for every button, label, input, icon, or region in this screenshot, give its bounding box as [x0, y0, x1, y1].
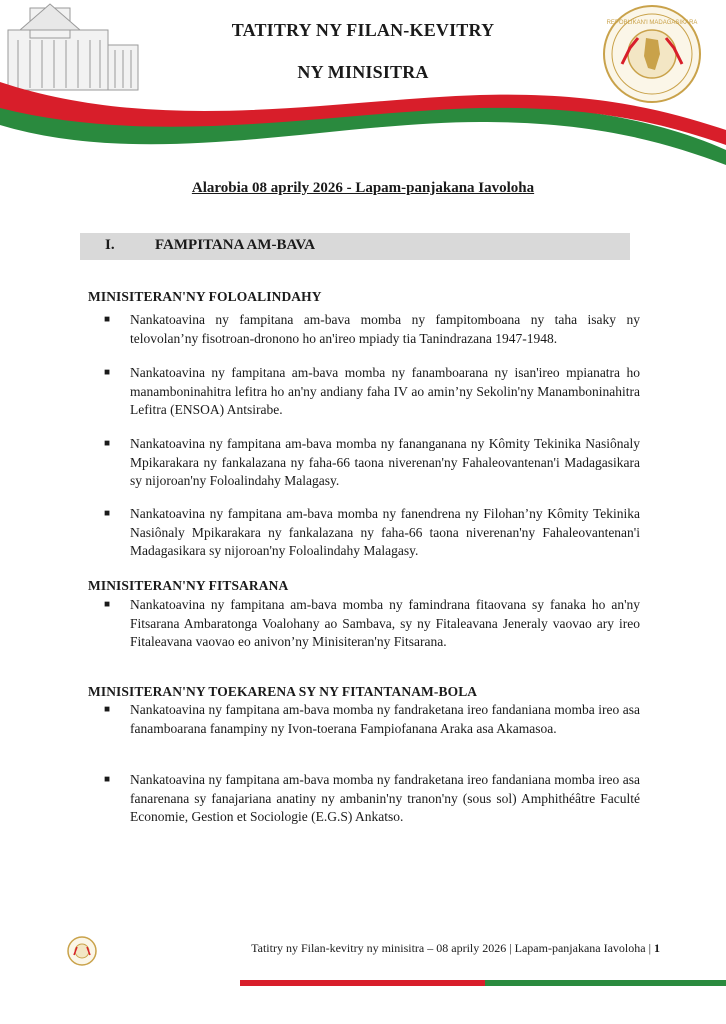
section-number: I. [105, 237, 115, 253]
header-title-line-1: TATITRY NY FILAN-KEVITRY [231, 20, 495, 40]
footer-text: Tatitry ny Filan-kevitry ny minisitra – 08 aprily 2026 | Lapam-panjakana Iavoloha | [251, 941, 651, 955]
bullet-icon: ■ [104, 367, 111, 378]
ministry-heading: MINISITERAN'NY TOEKARENA SY NY FITANTANAM-BOLA [88, 684, 478, 699]
list-item [88, 505, 640, 561]
footer-emblem-icon [66, 935, 98, 967]
list-item-text: Nankatoavina ny fampitana am-bava momba ny fanamboarana ny isan'ireo mpianatra ho manamboninahitra lefitra ho an'ny andiany faha IV ao amin’ny Sekolin'ny Manamboninahitra Lefitra (ENSOA) Antsirabe. [130, 365, 640, 417]
list-item-text: Nankatoavina ny fampitana am-bava momba ny fampitomboana ny taha isaky ny telovolan’ny fisotroan-dronono ho an'ireo mpiady tia Tanindrazana 1947-1948. [130, 312, 640, 346]
bullet-icon: ■ [104, 774, 111, 785]
ministry-heading: MINISITERAN'NY FITSARANA [88, 578, 289, 593]
emblem-text: REPOBLIKAN'I MADAGASIKARA [606, 20, 698, 26]
list-item [88, 364, 640, 420]
bullet-icon: ■ [104, 508, 111, 519]
bullet-icon: ■ [104, 314, 111, 325]
meeting-date-location: Alarobia 08 aprily 2026 - Lapam-panjakana Iavoloha [191, 180, 535, 196]
bullet-icon: ■ [104, 599, 111, 610]
footer-color-bar [0, 978, 726, 988]
list-item [88, 701, 640, 738]
list-item [88, 596, 640, 652]
list-item [88, 435, 640, 491]
bullet-icon: ■ [104, 704, 111, 715]
list-item-text: Nankatoavina ny fampitana am-bava momba ny fandraketana ireo fandaniana momba ireo asa fanamboarana fanampiny ny Ivon-toerana Fampiofanana Araka asa Akamasoa. [130, 702, 640, 736]
page-number: 1 [654, 941, 660, 955]
ministry-heading: MINISITERAN'NY FOLOALINDAHY [88, 289, 322, 304]
page-header [0, 0, 726, 175]
list-item-text: Nankatoavina ny fampitana am-bava momba ny fandraketana ireo fandaniana momba ireo asa fanarenana sy fanajariana anatiny ny ambanin'ny tranon'ny (sous sol) Amphithéâtre Faculté Economie, Gestion et Sociologie (E.G.S) Ankatso. [130, 772, 640, 824]
list-item [88, 311, 640, 348]
page-footer [251, 941, 660, 956]
bullet-icon: ■ [104, 438, 111, 449]
header-title-line-2: NY MINISITRA [297, 62, 429, 82]
list-item-text: Nankatoavina ny fampitana am-bava momba ny fananganana ny Kômity Tekinika Nasiônaly Mpikarakara ny fankalazana ny faha-66 taona niverenan'ny Fahaleovantenan'i Madagasikara sy nijoroan'ny Foloalindahy Malagasy. [130, 436, 640, 488]
section-heading [80, 233, 630, 260]
section-title: FAMPITANA AM-BAVA [155, 237, 316, 253]
list-item [88, 771, 640, 827]
list-item-text: Nankatoavina ny fampitana am-bava momba ny famindrana fitaovana sy fanaka ho an'ny Fitsarana Ambaratonga Voalohany ao Sambava, sy ny Fitaleavana Jeneraly vaovao ary ireo Fitaleavana vaovao eo anivon’ny Minisiteran'ny Fitsarana. [130, 597, 640, 649]
list-item-text: Nankatoavina ny fampitana am-bava momba ny fanendrena ny Filohan’ny Kômity Tekinika Nasiônaly Mpikarakara ny fankalazana ny faha-66 taona niverenan'ny Fahaleovantenan'i Madagasikara sy nijoroan'ny Foloalindahy Malagasy. [130, 506, 640, 558]
